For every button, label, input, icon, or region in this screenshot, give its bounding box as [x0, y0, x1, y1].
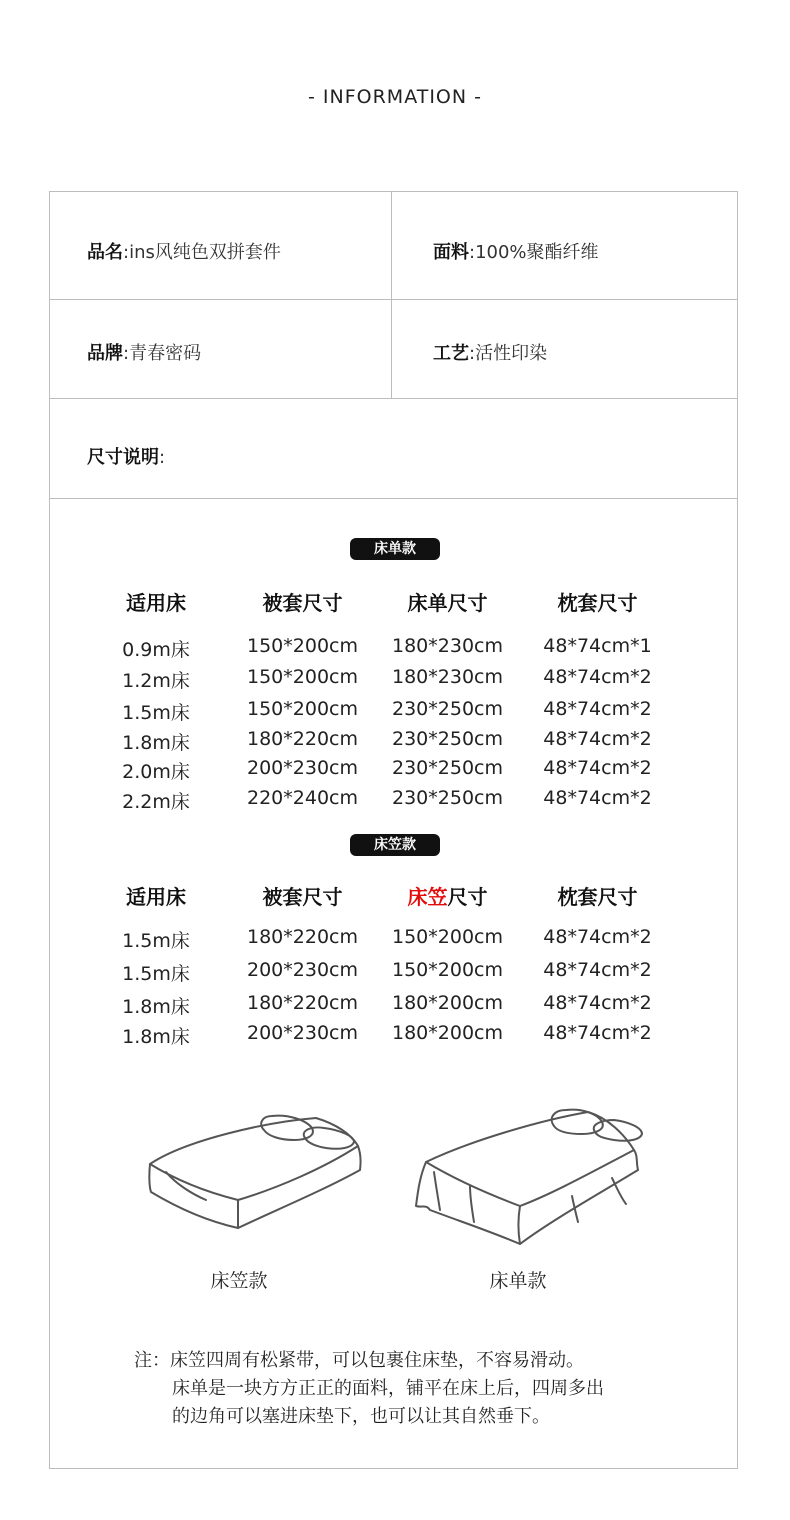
note-line: 注：床笠四周有松紧带，可以包裹住床垫，不容易滑动。 — [134, 1350, 584, 1371]
product-name-value: :ins风纯色双拼套件 — [123, 242, 281, 263]
table-cell: 48*74cm*2 — [543, 728, 652, 750]
fabric-field — [433, 238, 599, 264]
page-title: - INFORMATION - — [308, 86, 482, 108]
column-header: 被套尺寸 — [262, 591, 343, 615]
table-row — [50, 635, 737, 659]
craft-value: :活性印染 — [469, 343, 548, 364]
product-name-label: 品名 — [87, 242, 123, 263]
table-header-row — [50, 587, 737, 615]
table-cell: 230*250cm — [392, 787, 503, 809]
divider — [50, 498, 737, 499]
table-cell: 220*240cm — [247, 787, 358, 809]
divider — [391, 192, 392, 398]
table-cell: 2.2m床 — [122, 791, 190, 813]
column-header: 适用床 — [126, 591, 186, 615]
table-cell: 48*74cm*1 — [543, 635, 652, 657]
table-cell: 230*250cm — [392, 757, 503, 779]
table-cell: 1.2m床 — [122, 670, 190, 692]
flat-sheet-bed-icon — [412, 1106, 648, 1251]
craft-label: 工艺 — [433, 343, 469, 364]
fitted-sheet-bed-icon — [146, 1110, 366, 1235]
divider — [50, 299, 737, 300]
table-cell: 1.8m床 — [122, 732, 190, 754]
brand-value: :青春密码 — [123, 343, 202, 364]
fitted-style-badge: 床笠款 — [350, 834, 440, 856]
table-cell: 48*74cm*2 — [543, 757, 652, 779]
table-cell: 200*230cm — [247, 1022, 358, 1044]
table-cell: 180*230cm — [392, 635, 503, 657]
flat-sheet-caption: 床单款 — [489, 1270, 547, 1292]
table-row — [50, 1022, 737, 1046]
table-header-row — [50, 881, 737, 909]
craft-field — [433, 339, 547, 365]
column-header: 枕套尺寸 — [557, 591, 638, 615]
column-header: 被套尺寸 — [262, 885, 343, 909]
note-line: 的边角可以塞进床垫下，也可以让其自然垂下。 — [172, 1406, 550, 1427]
table-row — [50, 698, 737, 722]
usage-note — [134, 1347, 604, 1431]
table-row — [50, 666, 737, 690]
table-cell: 150*200cm — [247, 635, 358, 657]
fitted-highlight: 床笠 — [407, 885, 448, 909]
divider — [50, 398, 737, 399]
brand-label: 品牌 — [87, 343, 123, 364]
table-cell: 180*200cm — [392, 992, 503, 1014]
table-row — [50, 992, 737, 1016]
sheet-style-badge: 床单款 — [350, 538, 440, 560]
note-line: 床单是一块方方正正的面料，铺平在床上后，四周多出 — [172, 1378, 604, 1399]
table-row — [50, 728, 737, 752]
table-cell: 180*220cm — [247, 728, 358, 750]
table-row — [50, 757, 737, 781]
table-cell: 180*230cm — [392, 666, 503, 688]
fitted-sheet-caption: 床笠款 — [210, 1270, 268, 1292]
table-cell: 180*200cm — [392, 1022, 503, 1044]
size-description-label: 尺寸说明 — [87, 447, 159, 468]
column-header-suffix: 尺寸 — [447, 885, 488, 909]
table-cell: 150*200cm — [247, 666, 358, 688]
table-cell: 150*200cm — [392, 926, 503, 948]
table-cell: 1.5m床 — [122, 930, 190, 952]
table-cell: 180*220cm — [247, 992, 358, 1014]
table-cell: 150*200cm — [392, 959, 503, 981]
table-cell: 180*220cm — [247, 926, 358, 948]
table-cell: 200*230cm — [247, 959, 358, 981]
brand-field — [87, 339, 201, 365]
table-cell: 0.9m床 — [122, 639, 190, 661]
table-cell: 48*74cm*2 — [543, 959, 652, 981]
table-row — [50, 926, 737, 950]
table-cell: 1.8m床 — [122, 996, 190, 1018]
table-cell: 48*74cm*2 — [543, 992, 652, 1014]
table-cell: 2.0m床 — [122, 761, 190, 783]
table-cell: 150*200cm — [247, 698, 358, 720]
fabric-label: 面料 — [433, 242, 469, 263]
table-cell: 200*230cm — [247, 757, 358, 779]
size-description-field — [87, 443, 165, 469]
table-row — [50, 787, 737, 811]
table-cell: 48*74cm*2 — [543, 926, 652, 948]
fabric-value: :100%聚酯纤维 — [469, 242, 599, 263]
table-row — [50, 959, 737, 983]
table-cell: 1.5m床 — [122, 702, 190, 724]
table-cell: 230*250cm — [392, 698, 503, 720]
column-header — [385, 881, 510, 910]
product-name-field — [87, 238, 281, 264]
table-cell: 48*74cm*2 — [543, 787, 652, 809]
table-cell: 1.5m床 — [122, 963, 190, 985]
size-description-value: : — [159, 447, 166, 468]
table-cell: 48*74cm*2 — [543, 1022, 652, 1044]
table-cell: 48*74cm*2 — [543, 666, 652, 688]
info-frame — [49, 191, 738, 1469]
column-header: 床单尺寸 — [407, 591, 488, 615]
table-cell: 1.8m床 — [122, 1026, 190, 1048]
table-cell: 48*74cm*2 — [543, 698, 652, 720]
column-header: 适用床 — [126, 885, 186, 909]
table-cell: 230*250cm — [392, 728, 503, 750]
column-header: 枕套尺寸 — [557, 885, 638, 909]
